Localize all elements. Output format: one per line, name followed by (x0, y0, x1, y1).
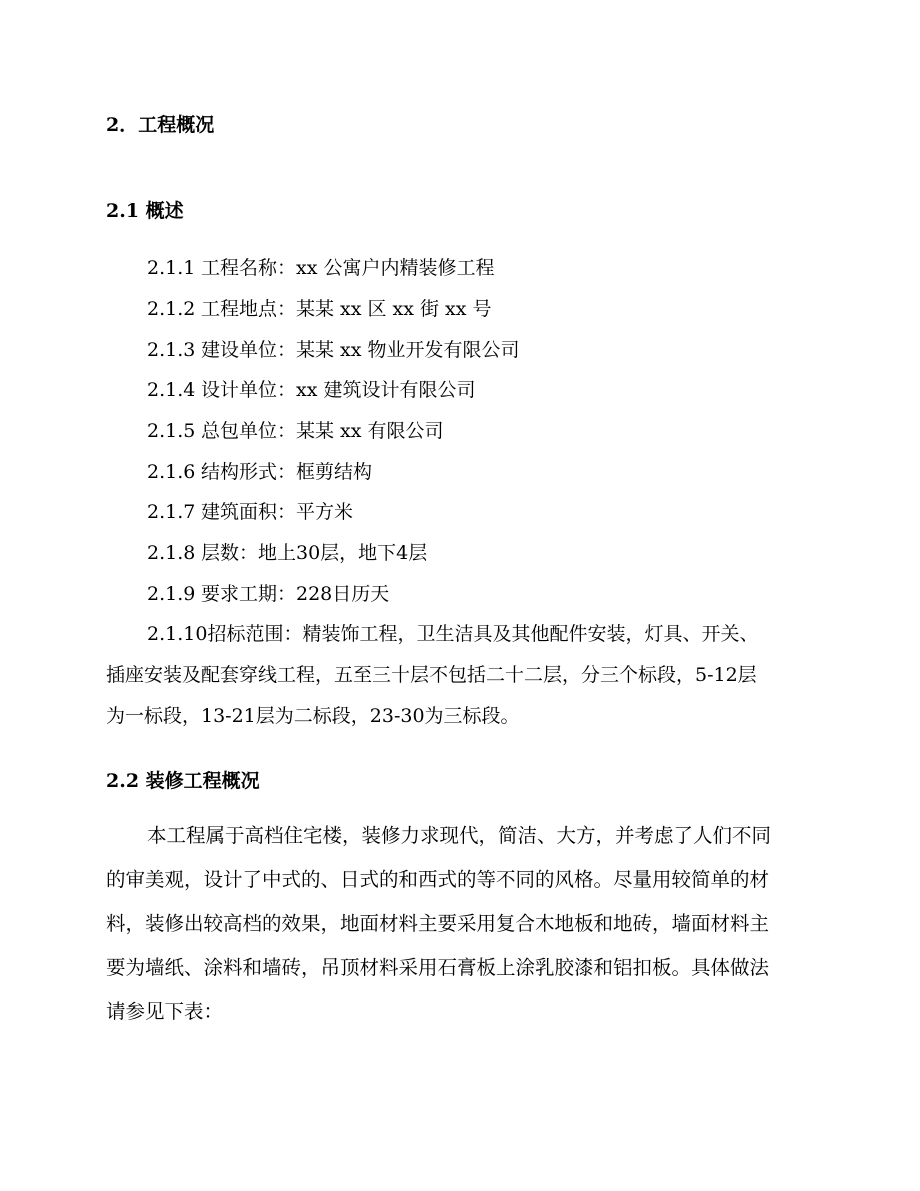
item-text: 建筑面积：平方米 (201, 501, 354, 523)
scope-continuation: 为一标段，13-21层为二标段，23-30为三标段。 (106, 705, 520, 727)
item-number: 2.1.10 (147, 623, 208, 645)
item-number: 2.1.6 (147, 461, 196, 483)
item-number: 2.1.5 (147, 420, 196, 442)
overview-item (147, 460, 372, 484)
scope-continuation: 插座安装及配套穿线工程，五至三十层不包括二十二层，分三个标段，5-12层 (106, 664, 757, 686)
overview-heading: 2.1 概述 (106, 200, 184, 222)
item-text: 工程地点：某某 xx 区 xx 街 xx 号 (201, 298, 492, 320)
paragraph-line: 的审美观，设计了中式的、日式的和西式的等不同的风格。尽量用较简单的材 (106, 868, 770, 891)
paragraph-line: 本工程属于高档住宅楼，装修力求现代，简洁、大方，并考虑了人们不同 (147, 824, 772, 847)
scope-item (147, 622, 758, 646)
item-number: 2.1.4 (147, 379, 196, 401)
item-text: 招标范围：精装饰工程，卫生洁具及其他配件安装，灯具、开关、 (207, 623, 759, 645)
overview-item (147, 338, 520, 362)
item-text: 建设单位：某某 xx 物业开发有限公司 (201, 339, 520, 361)
item-text: 层数：地上30层，地下4层 (201, 542, 428, 564)
item-text: 结构形式：框剪结构 (201, 461, 373, 483)
section-title: 2．工程概况 (106, 114, 215, 136)
paragraph-line: 料，装修出较高档的效果，地面材料主要采用复合木地板和地砖，墙面材料主 (106, 912, 770, 935)
item-text: 工程名称：xx 公寓户内精装修工程 (201, 257, 495, 279)
overview-item (147, 378, 475, 402)
overview-item (147, 541, 427, 565)
overview-item (147, 419, 444, 443)
item-number: 2.1.2 (147, 298, 196, 320)
overview-item (147, 297, 492, 321)
paragraph-line: 请参见下表： (106, 1000, 224, 1023)
item-number: 2.1.1 (147, 257, 196, 279)
item-text: 总包单位：某某 xx 有限公司 (201, 420, 444, 442)
item-text: 要求工期：228日历天 (201, 583, 390, 605)
overview-item (147, 582, 389, 606)
item-number: 2.1.9 (147, 583, 196, 605)
overview-item (147, 500, 353, 524)
item-number: 2.1.3 (147, 339, 196, 361)
overview-item (147, 256, 494, 280)
item-number: 2.1.7 (147, 501, 196, 523)
item-text: 设计单位：xx 建筑设计有限公司 (201, 379, 476, 401)
paragraph-line: 要为墙纸、涂料和墙砖，吊顶材料采用石膏板上涂乳胶漆和铝扣板。具体做法 (106, 956, 770, 979)
item-number: 2.1.8 (147, 542, 196, 564)
decoration-heading: 2.2 装修工程概况 (106, 770, 260, 792)
